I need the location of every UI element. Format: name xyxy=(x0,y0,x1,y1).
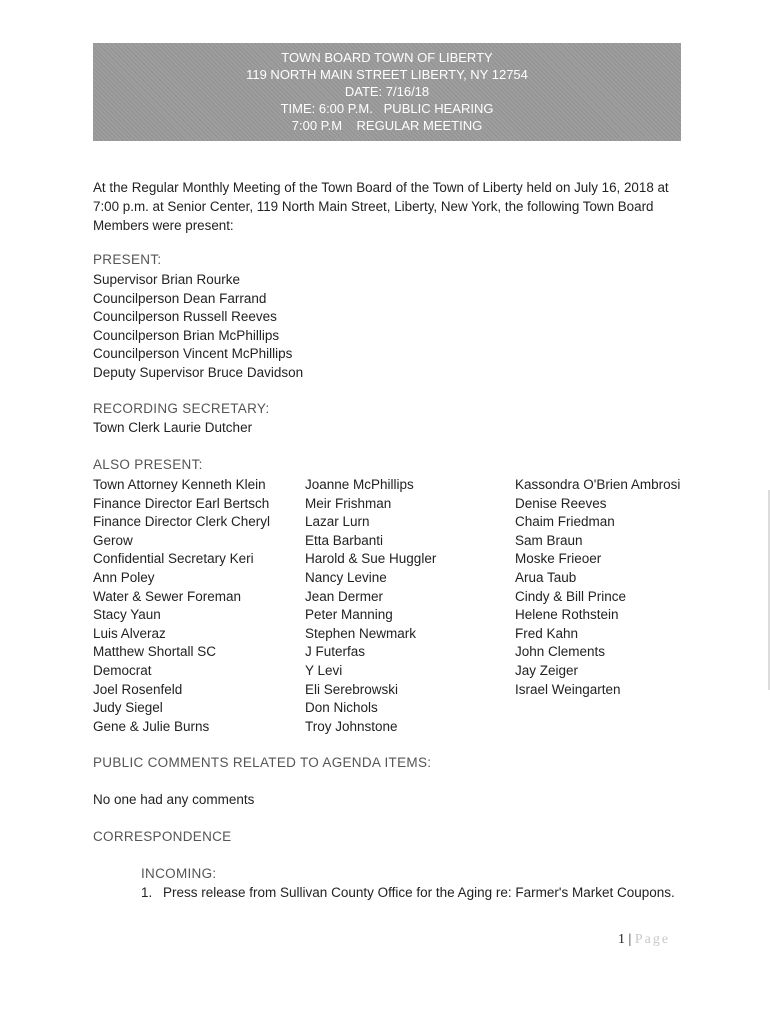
page-separator: | xyxy=(628,932,632,947)
attendee: Israel Weingarten xyxy=(515,681,621,697)
present-member: Councilperson Dean Farrand xyxy=(93,290,267,306)
attendee: Sam Braun xyxy=(515,532,583,548)
attendee: Chaim Friedman xyxy=(515,514,615,530)
also-present-heading: ALSO PRESENT: xyxy=(93,457,203,472)
attendee: Don Nichols xyxy=(305,700,378,716)
attendee: Moske Frieoer xyxy=(515,551,602,567)
attendee: Etta Barbanti xyxy=(305,532,384,548)
correspondence-heading: CORRESPONDENCE xyxy=(93,829,232,844)
present-heading: PRESENT: xyxy=(93,252,162,267)
meeting-header-banner xyxy=(93,43,681,141)
present-member: Supervisor Brian Rourke xyxy=(93,272,241,287)
attendee: Arua Taub xyxy=(515,569,577,585)
incoming-item-text: Press release from Sullivan County Office for the Aging re: Farmer's Market Coupons. xyxy=(163,885,675,900)
attendee: Helene Rothstein xyxy=(515,607,619,623)
attendee: Ann Poley xyxy=(93,569,155,585)
public-comments-heading: PUBLIC COMMENTS RELATED TO AGENDA ITEMS: xyxy=(93,755,432,770)
attendee: Cindy & Bill Prince xyxy=(515,588,627,604)
present-member: Councilperson Brian McPhillips xyxy=(93,327,280,343)
page-footer xyxy=(618,932,670,948)
attendee: John Clements xyxy=(515,644,606,660)
header-address: 119 NORTH MAIN STREET LIBERTY, NY 12754 xyxy=(246,67,528,82)
public-comments-text: No one had any comments xyxy=(93,792,255,807)
attendee: Meir Frishman xyxy=(305,495,392,511)
attendee: Stephen Newmark xyxy=(305,625,417,641)
attendee: Stacy Yaun xyxy=(93,607,161,623)
page-label: Page xyxy=(634,932,671,947)
header-meeting-time: 7:00 P.M REGULAR MEETING xyxy=(291,118,483,133)
attendee: Peter Manning xyxy=(305,607,393,623)
attendee: Confidential Secretary Keri xyxy=(93,551,254,567)
attendee: Water & Sewer Foreman xyxy=(93,588,242,604)
attendee: Troy Johnstone xyxy=(305,718,398,734)
attendee: Matthew Shortall SC xyxy=(93,644,217,660)
attendee: Lazar Lurn xyxy=(305,514,370,530)
attendee: Nancy Levine xyxy=(305,569,387,585)
attendee: Joel Rosenfeld xyxy=(93,681,183,697)
attendee: Denise Reeves xyxy=(515,495,607,511)
attendee: Harold & Sue Huggler xyxy=(305,551,437,567)
intro-paragraph: At the Regular Monthly Meeting of the Town Board of the Town of Liberty held on July 16, 2018 at 7:00 p.m. at Senior Center, 119 North Main Street, Liberty, New York, the following Town Board Members were present: xyxy=(93,180,669,233)
incoming-item-number: 1. xyxy=(141,885,153,900)
page-number: 1 xyxy=(618,932,625,947)
attendee: Y Levi xyxy=(305,662,343,678)
present-member: Deputy Supervisor Bruce Davidson xyxy=(93,364,304,380)
attendee: Gerow xyxy=(93,532,133,548)
recording-secretary-heading: RECORDING SECRETARY: xyxy=(93,401,270,416)
attendee: Fred Kahn xyxy=(515,625,579,641)
attendee: Finance Director Clerk Cheryl xyxy=(93,514,271,530)
also-present-column-1 xyxy=(93,476,270,736)
present-member: Councilperson Vincent McPhillips xyxy=(93,346,293,361)
attendee: Jay Zeiger xyxy=(515,662,579,678)
attendee: Judy Siegel xyxy=(93,700,163,716)
attendee: Town Attorney Kenneth Klein xyxy=(93,477,266,492)
header-hearing-time: TIME: 6:00 P.M. PUBLIC HEARING xyxy=(280,101,494,116)
header-town-board: TOWN BOARD TOWN OF LIBERTY xyxy=(281,50,493,65)
attendee: Luis Alveraz xyxy=(93,625,166,641)
header-date: DATE: 7/16/18 xyxy=(344,84,430,99)
attendee: Joanne McPhillips xyxy=(305,477,414,492)
recording-secretary-name: Town Clerk Laurie Dutcher xyxy=(93,420,253,435)
present-list xyxy=(93,271,303,382)
attendee: Kassondra O'Brien Ambrosi xyxy=(515,477,681,492)
incoming-heading: INCOMING: xyxy=(141,866,217,881)
attendee: Jean Dermer xyxy=(305,588,384,604)
also-present-column-3 xyxy=(515,476,680,699)
attendee: Democrat xyxy=(93,662,152,678)
attendee: Gene & Julie Burns xyxy=(93,718,210,734)
also-present-column-2 xyxy=(305,476,436,736)
attendee: J Futerfas xyxy=(305,644,366,660)
present-member: Councilperson Russell Reeves xyxy=(93,309,277,324)
attendee: Eli Serebrowski xyxy=(305,681,399,697)
attendee: Finance Director Earl Bertsch xyxy=(93,495,270,511)
